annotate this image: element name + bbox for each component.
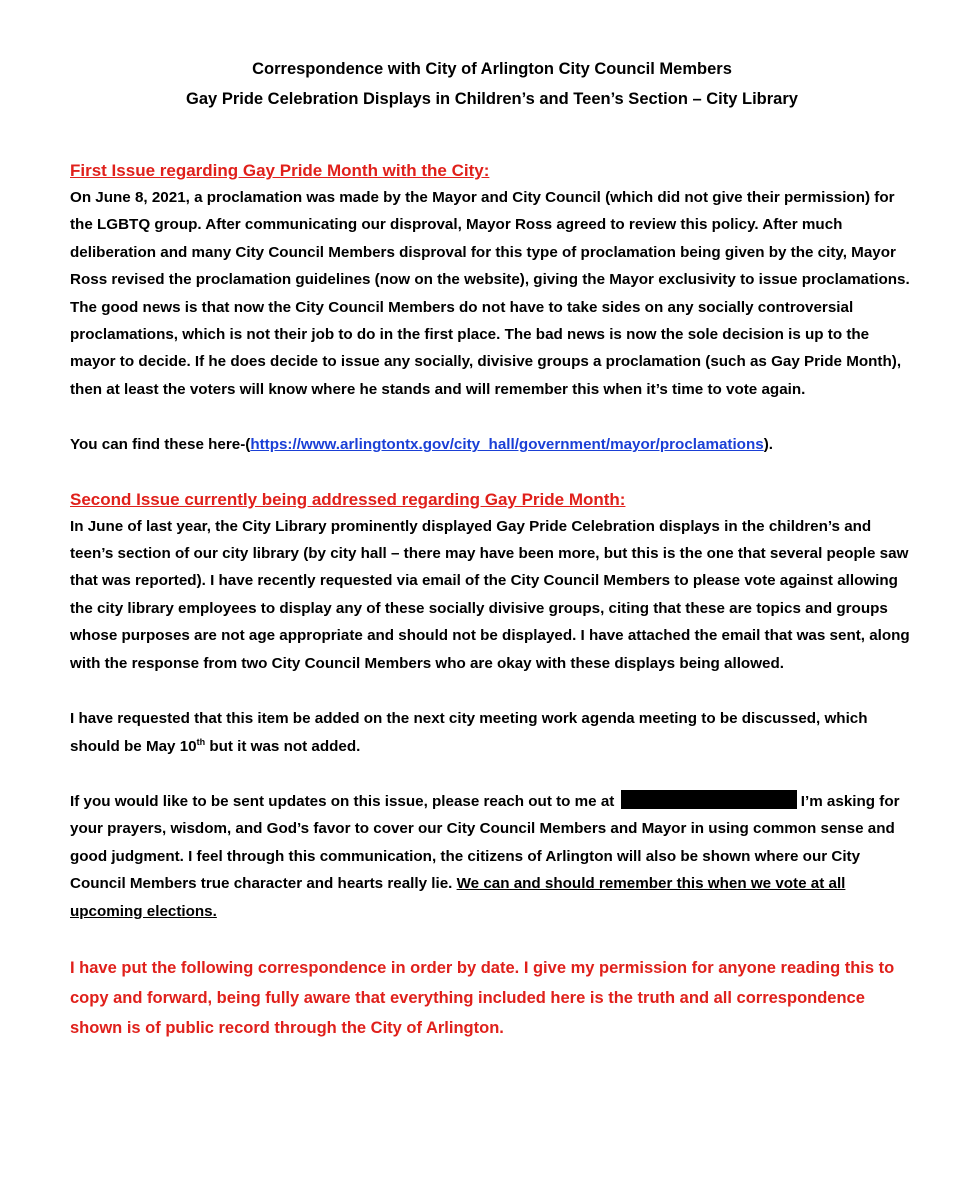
title-line-1: Correspondence with City of Arlington City Council Members [252,60,732,78]
agenda-text-end: but it was not added. [205,737,361,755]
proclamations-link-paragraph [70,431,914,458]
document-title [70,54,914,114]
title-line-2: Gay Pride Celebration Displays in Children’s and Teen’s Section – City Library [186,90,798,108]
first-issue-body: On June 8, 2021, a proclamation was made by the Mayor and City Council (which did not give their permission) for the LGBTQ group. After communicating our disproval, Mayor Ross agreed to review this policy. After much deliberation and many City Council Members disproval for this type of proclamation being given by the city, Mayor Ross revised the proclamation guidelines (now on the website), giving the Mayor exclusivity to issue proclamations. The good news is that now the City Council Members do not have to take sides on any socially controversial proclamations, which is not their job to do in the first place. The bad news is now the sole decision is up to the mayor to decide. If he does decide to issue any socially, divisive groups a proclamation (such as Gay Pride Month), then at least the voters will know where he stands and will remember this when it’s time to vote again. [70,189,910,398]
second-issue-heading: Second Issue currently being addressed regarding Gay Pride Month: [70,489,626,509]
agenda-text: I have requested that this item be added on the next city meeting work agenda meeting to be discussed, which should be May 10 [70,710,868,755]
updates-text: If you would like to be sent updates on this issue, please reach out to me at [70,792,619,810]
ordinal-suffix: th [196,736,206,747]
closing-statement: I have put the following correspondence in order by date. I give my permission for anyone reading this to copy and forward, being fully aware that everything included here is the truth and all correspondence shown is of public record through the City of Arlington. [70,958,895,1037]
find-suffix: ). [763,436,773,454]
underlined-reminder: We can and should remember this when we vote at all upcoming elections. [70,875,846,920]
proclamations-link[interactable]: https://www.arlingtontx.gov/city_hall/government/mayor/proclamations [250,436,764,454]
agenda-paragraph [70,705,914,760]
updates-paragraph [70,788,914,925]
updates-text-cont: I’m asking for your prayers, wisdom, and God’s favor to cover our City Council Members and Mayor in using common sense and good judgment. I feel through this communication, the citizens of Arlington will also be shown where our City Council Members true character and hearts really lie. [70,792,900,893]
first-issue-heading: First Issue regarding Gay Pride Month with the City: [70,161,490,180]
find-prefix: You can find these here-( [70,436,251,454]
second-issue-body: In June of last year, the City Library prominently displayed Gay Pride Celebration displays in the children’s and teen’s section of our city library (by city hall – there may have been more, but this is the one that several people saw that was reported). I have recently requested via email of the City Council Members to please vote against allowing the city library employees to display any of these socially divisive groups, citing that these are topics and groups whose purposes are not age appropriate and should not be displayed. I have attached the email that was sent, along with the response from two City Council Members who are okay with these displays being allowed. [70,517,910,672]
redacted-contact [621,790,797,809]
